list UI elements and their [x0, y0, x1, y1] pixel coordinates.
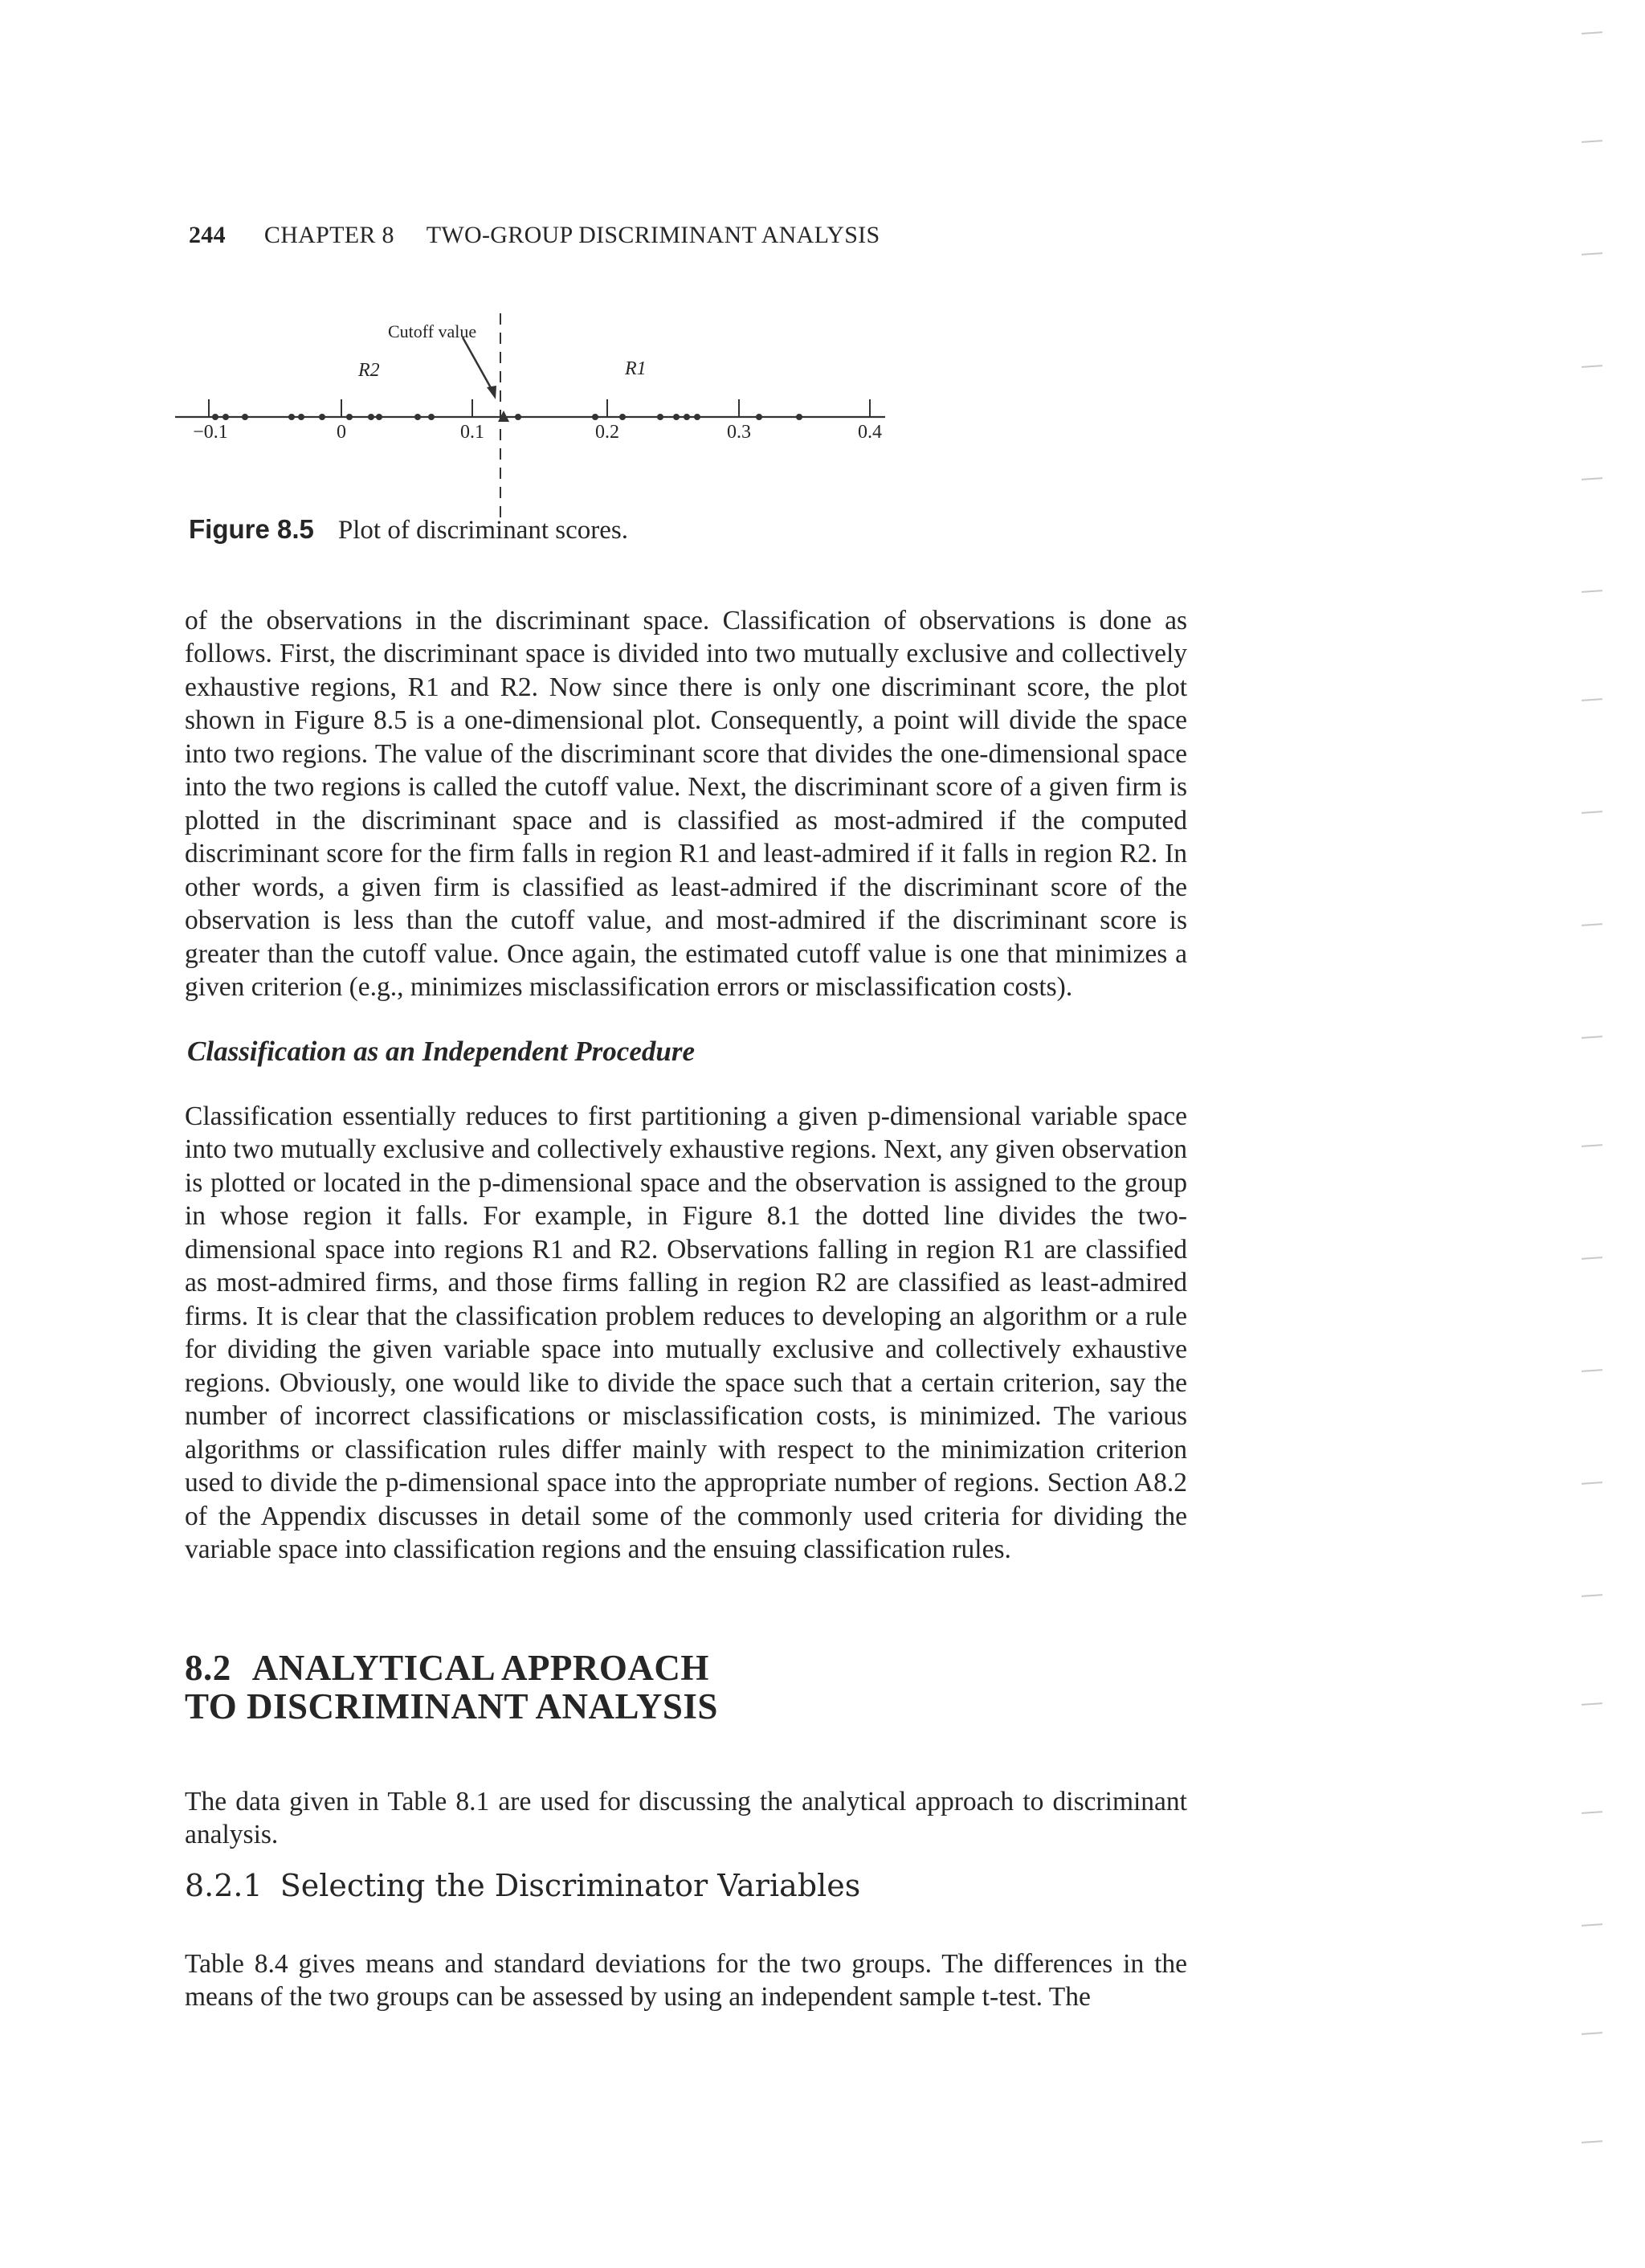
paragraph-analytical-intro: The data given in Table 8.1 are used for discussing the analytical approach to discriminant analysis.	[185, 1786, 1187, 1849]
scan-margin-marks	[1578, 0, 1610, 2268]
paragraph-selecting-variables: Table 8.4 gives means and standard deviations for the two groups. The differences in the means of the two groups can be assessed by using an independent sample t-test. The	[185, 1948, 1187, 2012]
score-point	[756, 414, 762, 420]
score-point	[796, 414, 802, 420]
subsection-heading	[185, 1868, 860, 1903]
cutoff-label: Cutoff value	[388, 321, 477, 341]
discriminant-score-plot	[161, 297, 916, 530]
score-point	[288, 414, 295, 420]
cutoff-pointer-head	[487, 386, 496, 399]
subsection-title: Selecting the Discriminator Variables	[280, 1868, 861, 1903]
cutoff-pointer	[463, 337, 493, 392]
score-point	[298, 414, 304, 420]
figure-caption-label: Figure 8.5	[189, 514, 314, 544]
chapter-title: TWO-GROUP DISCRIMINANT ANALYSIS	[426, 222, 880, 248]
tick-label: 0.4	[858, 422, 882, 443]
tick-label: 0.1	[460, 422, 484, 443]
score-point	[376, 414, 382, 420]
subheading-classification-procedure: Classification as an Independent Procedure	[187, 1036, 695, 1067]
score-point	[414, 414, 421, 420]
section-number: 8.2	[185, 1648, 231, 1688]
section-heading	[185, 1649, 718, 1726]
score-point	[242, 414, 248, 420]
score-point	[673, 414, 680, 420]
subsection-number: 8.2.1	[185, 1868, 263, 1903]
axis-ticks	[209, 399, 870, 417]
tick-label: −0.1	[193, 422, 228, 443]
tick-labels	[193, 422, 882, 443]
score-point	[368, 414, 374, 420]
section-title-line1: ANALYTICAL APPROACH	[251, 1648, 709, 1688]
section-title-line2: TO DISCRIMINANT ANALYSIS	[185, 1686, 718, 1727]
score-point	[592, 414, 598, 420]
paragraph-classification-procedure: Classification essentially reduces to first partitioning a given p-dimensional variable space into two mutually exclusive and collectively exhaustive regions. Next, any given observation is plotted or located in the p-dimensional space and the observation is assigned to the group in whose region it falls. For example, in Figure 8.1 the dotted line divides the two-dimensional space into regions R1 and R2. Observations falling in region R1 are classified as most-admired firms, and those firms falling in region R2 are classified as least-admired firms. It is clear that the classification problem reduces to developing an algorithm or a rule for dividing the given variable space into mutually exclusive and collectively exhaustive regions. Obviously, one would like to divide the space such that a certain criterion, say the number of incorrect classifications or misclassification costs, is minimized. The various algorithms or classification rules differ mainly with respect to the minimization criterion used to divide the p-dimensional space into the appropriate number of regions. Section A8.2 of the Appendix discusses in detail some of the commonly used criteria for dividing the variable space into classification regions and the ensuing classification rules.	[185, 1101, 1187, 1564]
score-point	[222, 414, 229, 420]
running-head	[189, 222, 880, 249]
score-point	[684, 414, 690, 420]
region-r2-label: R2	[358, 360, 380, 381]
tick-label: 0.2	[595, 422, 619, 443]
paragraph-cutoff-explanation: of the observations in the discriminant space. Classification of observations is done as follows. First, the discriminant space is divided into two mutually exclusive and collectively exhaustive regions, R1 and R2. Now since there is only one discriminant score, the plot shown in Figure 8.5 is a one-dimensional plot. Consequently, a point will divide the space into two regions. The value of the discriminant score that divides the one-dimensional space into the two regions is called the cutoff value. Next, the discriminant score of a given firm is plotted in the discriminant space and is classified as most-admired if the computed discriminant score for the firm falls in region R1 and least-admired if it falls in region R2. In other words, a given firm is classified as least-admired if the discriminant score of the observation is less than the cutoff value, and most-admired if the discriminant score is greater than the cutoff value. Once again, the estimated cutoff value is one that minimizes a given criterion (e.g., minimizes misclassification errors or misclassification costs).	[185, 605, 1187, 1002]
score-point	[657, 414, 663, 420]
page-number: 244	[189, 222, 226, 248]
score-point	[619, 414, 626, 420]
figure-caption-text: Plot of discriminant scores.	[337, 516, 629, 545]
score-point	[694, 414, 700, 420]
tick-label: 0.3	[727, 422, 751, 443]
score-point	[319, 414, 325, 420]
tick-label: 0	[337, 422, 346, 443]
score-point	[212, 414, 218, 420]
score-point	[346, 414, 353, 420]
score-point	[428, 414, 435, 420]
figure-caption	[189, 514, 628, 546]
region-r1-label: R1	[625, 358, 647, 379]
chapter-label: CHAPTER 8	[263, 222, 394, 248]
score-point	[515, 414, 521, 420]
